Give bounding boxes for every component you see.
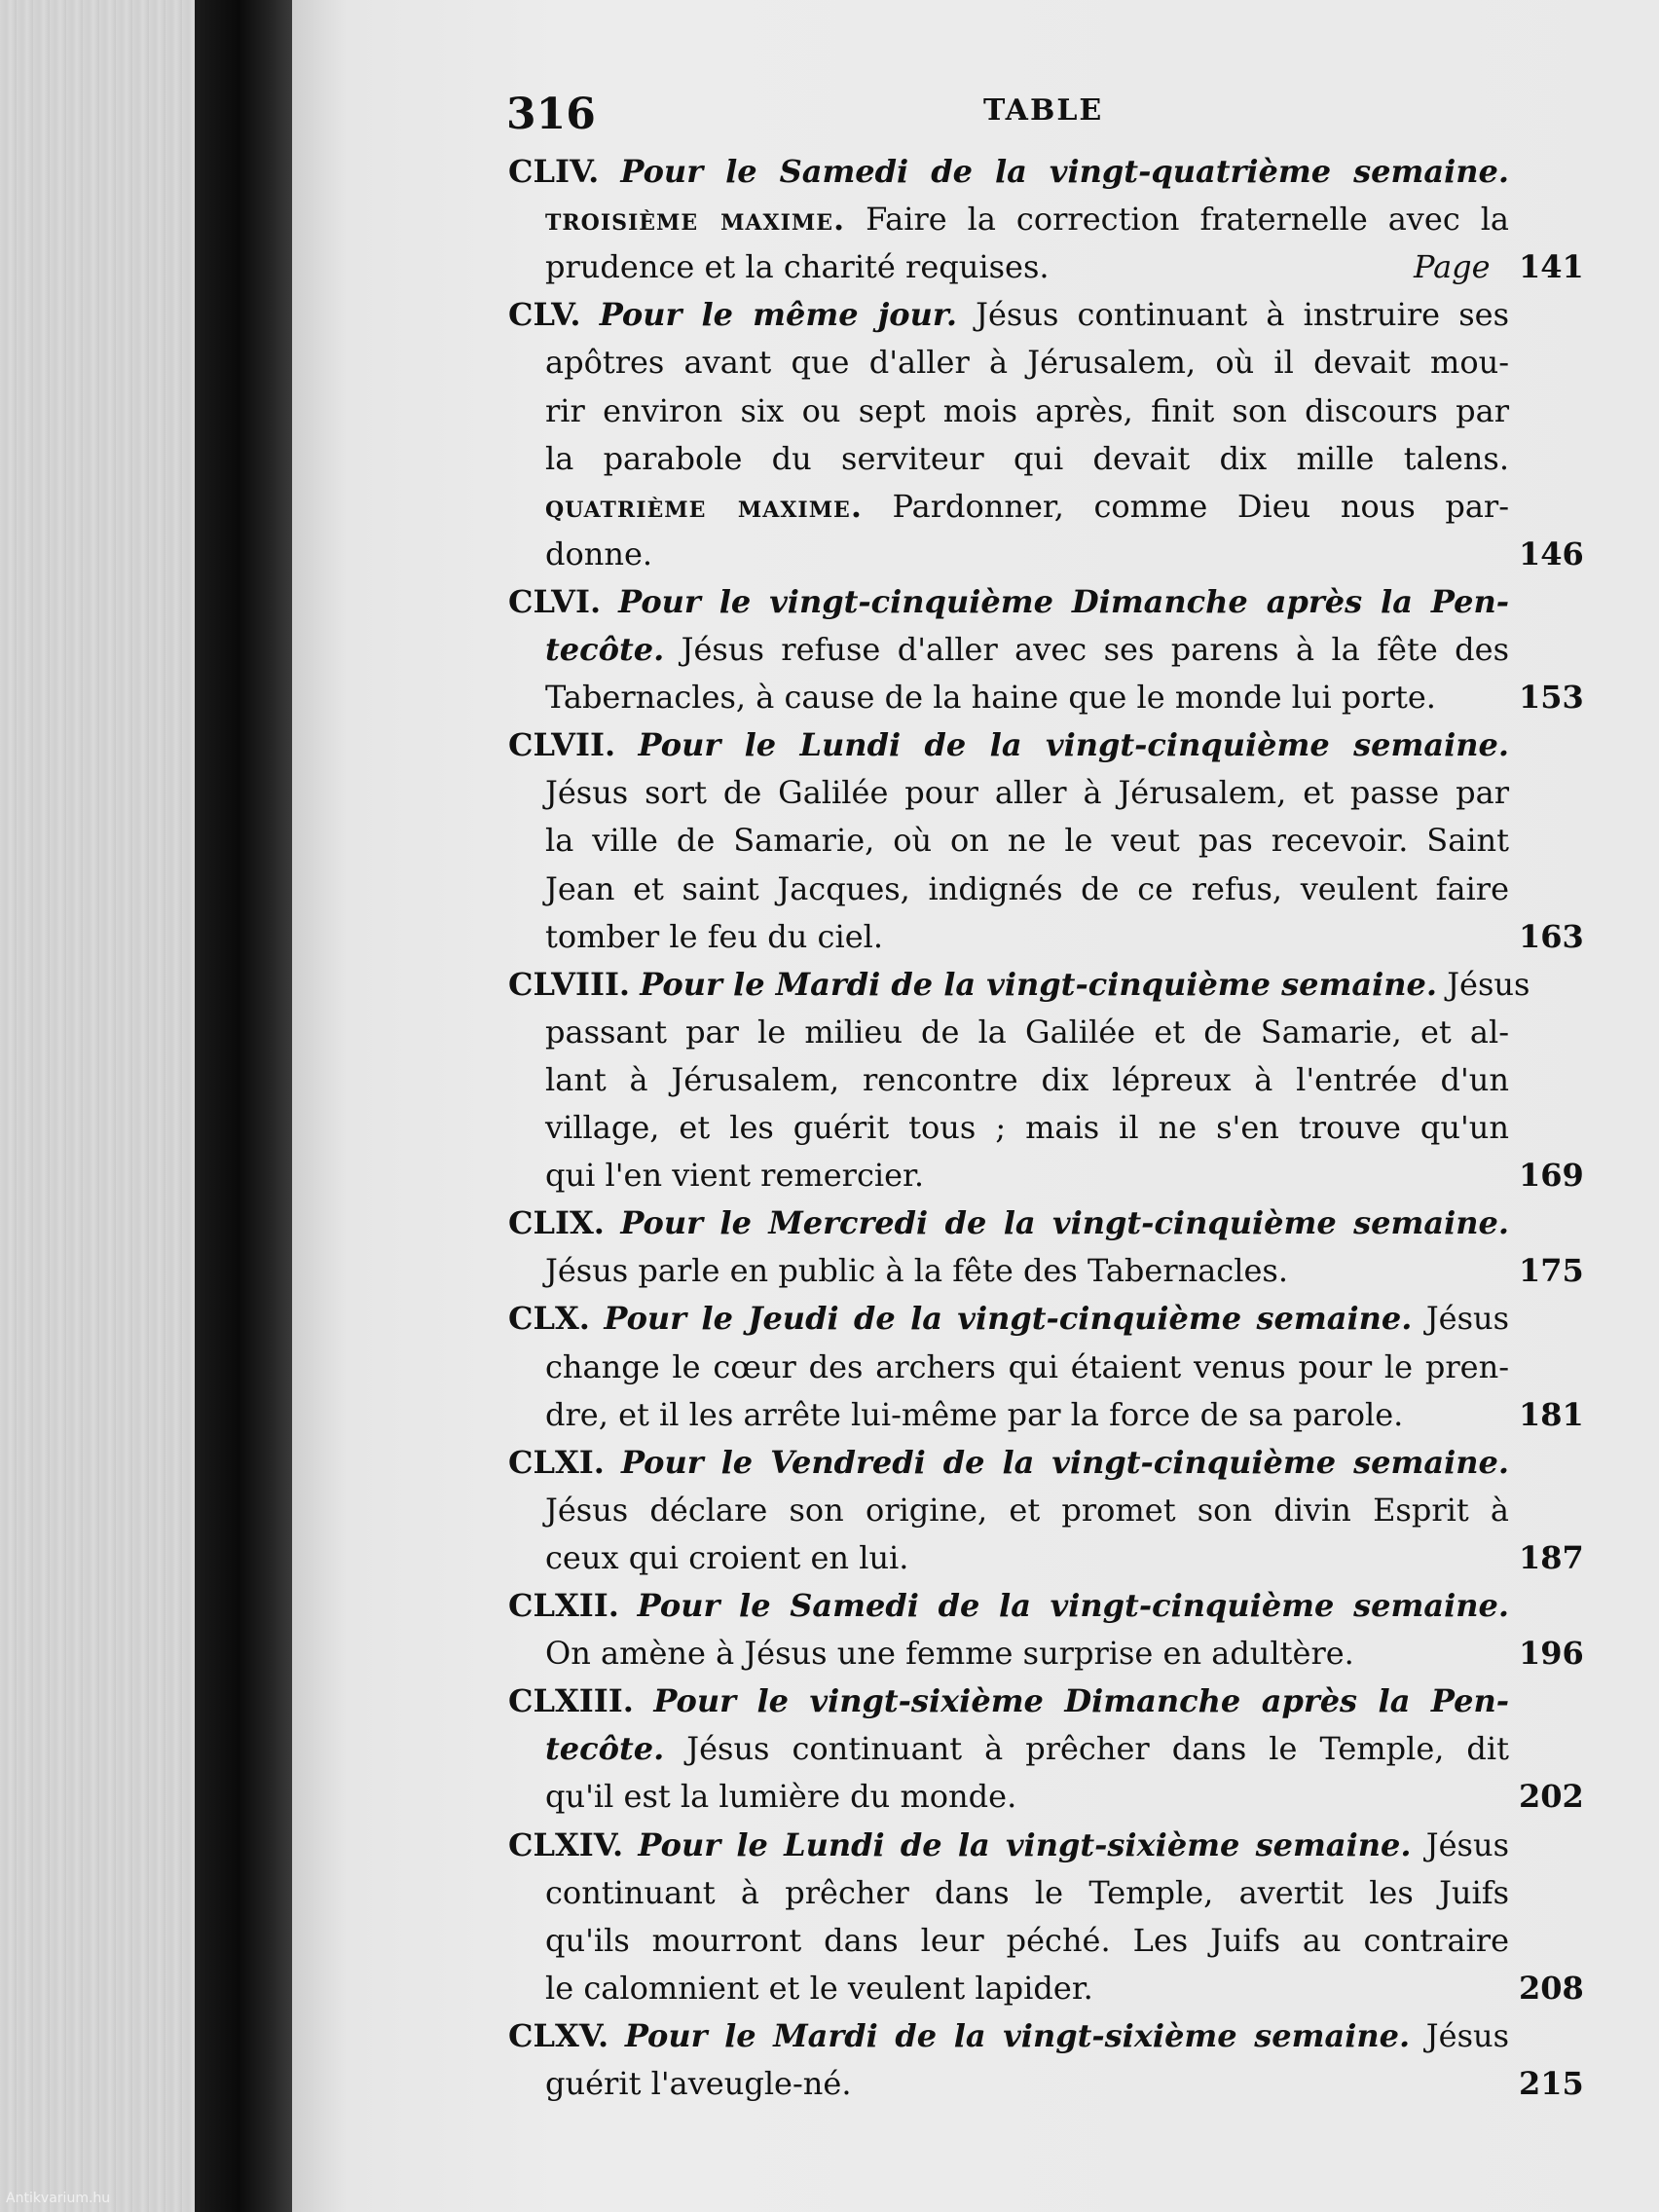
- entry-text: la parabole du serviteur qui devait dix mille talens.: [545, 439, 1509, 477]
- entry-text: qu'ils mourront dans leur péché. Les Juifs au contraire: [545, 1921, 1509, 1959]
- entry-text-line: [545, 387, 1509, 434]
- entry-text-line: [545, 1056, 1509, 1103]
- entry-text-line: [545, 1630, 1421, 1677]
- entry-title-continuation: tecôte.: [545, 1730, 665, 1768]
- entry-text: tomber le feu du ciel.: [545, 917, 884, 955]
- entry-heading-line: [508, 1822, 1509, 1868]
- entry-heading-line: [508, 1295, 1509, 1342]
- entry-title: Pour le Lundi de la vingt-cinquième semaine.: [638, 726, 1510, 764]
- entry-numeral: CLVI.: [508, 582, 602, 620]
- entry-page-number: 169: [1519, 1157, 1584, 1195]
- entry-text: Jésus continuant à prêcher dans le Temple, dit: [686, 1730, 1509, 1768]
- entry-title: Pour le Lundi de la vingt-sixième semaine.: [638, 1825, 1412, 1863]
- entry-numeral: CLVII.: [508, 726, 616, 764]
- entry-text-line: [545, 1917, 1509, 1964]
- facing-page-edge: [0, 0, 195, 2212]
- entry-page-number: 181: [1519, 1395, 1584, 1433]
- entry-numeral: CLX.: [508, 1300, 590, 1338]
- entry-text: guérit l'aveugle-né.: [545, 2065, 852, 2102]
- entry-text: apôtres avant que d'aller à Jérusalem, où il devait mou-: [545, 344, 1509, 382]
- maxime-label: quatrième maxime.: [545, 487, 863, 525]
- entry-text: qu'il est la lumière du monde.: [545, 1778, 1017, 1816]
- entry-text-line: [545, 1965, 1421, 2011]
- entry-numeral: CLXII.: [508, 1587, 619, 1624]
- entry-text-line: [545, 1009, 1509, 1055]
- entry-title: Pour le Samedi de la vingt-cinquième semaine.: [637, 1587, 1510, 1624]
- entry-text-line: [545, 1534, 1421, 1581]
- entry-text-line: [545, 1869, 1509, 1916]
- entry-title: Pour le vingt-sixième Dimanche après la Pen-: [653, 1682, 1509, 1720]
- entry-heading-line: [508, 148, 1509, 195]
- entry-text-line: [545, 196, 1509, 242]
- entry-text-line: [545, 1725, 1509, 1772]
- entry-page-number: 141: [1519, 248, 1584, 286]
- entry-text: le calomnient et le veulent lapider.: [545, 1969, 1093, 2007]
- book-binding: [195, 0, 292, 2212]
- entry-text-line: [545, 339, 1509, 386]
- entry-text-line: [545, 1773, 1421, 1820]
- entry-text: Pardonner, comme Dieu nous par-: [892, 487, 1510, 525]
- entry-text-line: [545, 1391, 1421, 1438]
- entry-title: Pour le Mardi de la vingt-cinquième semaine.: [640, 965, 1438, 1003]
- entry-text: Jésus parle en public à la fête des Tabernacles.: [545, 1252, 1288, 1290]
- entry-text: rir environ six ou sept mois après, finit son discours par: [545, 391, 1509, 429]
- entry-text-line: [545, 626, 1509, 673]
- entry-heading-line: [508, 1439, 1509, 1486]
- entry-text-line: [545, 243, 1421, 290]
- page-word-label: Page: [1414, 248, 1491, 286]
- maxime-label: troisième maxime.: [545, 201, 846, 239]
- entry-text: Jésus: [1425, 1825, 1509, 1863]
- entry-text-line: [545, 1247, 1421, 1294]
- entry-text-line: [545, 1104, 1509, 1151]
- entry-numeral: CLXV.: [508, 2016, 609, 2054]
- entry-text: Jean et saint Jacques, indignés de ce refus, veulent faire: [545, 869, 1509, 907]
- entry-text-line: [545, 435, 1509, 482]
- entry-text-line: [545, 1487, 1509, 1533]
- entry-numeral: CLIX.: [508, 1204, 605, 1242]
- entry-page-number: 187: [1519, 1538, 1584, 1576]
- entry-page-number: 215: [1519, 2065, 1584, 2102]
- entry-page-number: 153: [1519, 679, 1584, 717]
- entry-text: Jésus déclare son origine, et promet son divin Esprit à: [545, 1491, 1509, 1529]
- entry-text: passant par le milieu de la Galilée et de Samarie, et al-: [545, 1013, 1509, 1051]
- entry-text: ceux qui croient en lui.: [545, 1538, 909, 1576]
- entry-text-line: [545, 817, 1509, 864]
- entry-text: change le cœur des archers qui étaient venus pour le pren-: [545, 1347, 1509, 1385]
- entry-text-line: [545, 674, 1436, 720]
- entry-page-number: 208: [1519, 1969, 1584, 2007]
- entry-text-line: [545, 866, 1509, 912]
- entry-page-number: 175: [1519, 1252, 1584, 1290]
- entry-page-number: 202: [1519, 1778, 1584, 1816]
- entry-heading-line: [508, 2012, 1509, 2059]
- entry-text: Jésus refuse d'aller avec ses parens à la fête des: [681, 631, 1510, 668]
- entry-text-line: [545, 1344, 1509, 1390]
- entry-text: Jésus: [1425, 2016, 1510, 2054]
- entry-heading-line: [508, 1677, 1509, 1724]
- entry-numeral: CLXIII.: [508, 1682, 634, 1720]
- entry-text: On amène à Jésus une femme surprise en adultère.: [545, 1635, 1354, 1673]
- entry-text: lant à Jérusalem, rencontre dix lépreux à l'entrée d'un: [545, 1060, 1509, 1098]
- entry-page-number: 163: [1519, 917, 1584, 955]
- entry-numeral: CLIV.: [508, 153, 600, 190]
- entry-text: Jésus: [1447, 965, 1530, 1003]
- page-heading: TABLE: [983, 93, 1104, 128]
- entry-text: Jésus continuant à instruire ses: [976, 296, 1510, 334]
- entry-title: Pour le même jour.: [599, 296, 957, 334]
- entry-heading-line: [508, 721, 1509, 768]
- entry-text: qui l'en vient remercier.: [545, 1157, 924, 1195]
- entry-text-line: [545, 531, 1421, 577]
- entry-heading-line: [508, 578, 1509, 625]
- entry-page-number: 196: [1519, 1635, 1584, 1673]
- entry-text-line: [545, 769, 1509, 816]
- entry-text: Faire la correction fraternelle avec la: [866, 201, 1510, 239]
- entry-text-line: [545, 1152, 1421, 1198]
- entry-numeral: CLVIII.: [508, 965, 631, 1003]
- entry-title: Pour le Mercredi de la vingt-cinquième semaine.: [620, 1204, 1510, 1242]
- entry-text: Tabernacles, à cause de la haine que le monde lui porte.: [545, 679, 1436, 717]
- entry-title-continuation: tecôte.: [545, 631, 665, 668]
- entry-text: prudence et la charité requises.: [545, 248, 1050, 286]
- entry-numeral: CLXIV.: [508, 1825, 624, 1863]
- entry-heading-line: [508, 961, 1530, 1008]
- entry-numeral: CLXI.: [508, 1443, 605, 1481]
- entry-text: continuant à prêcher dans le Temple, avertit les Juifs: [545, 1873, 1509, 1911]
- entry-heading-line: [508, 1582, 1509, 1629]
- entry-text: dre, et il les arrête lui-même par la force de sa parole.: [545, 1395, 1404, 1433]
- entry-title: Pour le vingt-cinquième Dimanche après la Pen-: [618, 582, 1510, 620]
- entry-text: Jésus: [1425, 1300, 1510, 1338]
- entry-title: Pour le Mardi de la vingt-sixième semaine.: [624, 2016, 1411, 2054]
- entry-text: la ville de Samarie, où on ne le veut pas recevoir. Saint: [545, 822, 1509, 860]
- entry-text-line: [545, 483, 1509, 530]
- page-number: 316: [506, 90, 596, 139]
- watermark: Antikvarium.hu: [6, 2191, 111, 2206]
- entry-text-line: [545, 2060, 1421, 2107]
- entry-title: Pour le Vendredi de la vingt-cinquième semaine.: [620, 1443, 1510, 1481]
- entry-text: village, et les guérit tous ; mais il ne s'en trouve qu'un: [545, 1109, 1509, 1146]
- entry-page-number: 146: [1519, 535, 1584, 572]
- entry-numeral: CLV.: [508, 296, 581, 334]
- entry-heading-line: [508, 291, 1509, 338]
- entry-text: Jésus sort de Galilée pour aller à Jérusalem, et passe par: [545, 774, 1509, 812]
- entry-title: Pour le Samedi de la vingt-quatrième semaine.: [620, 153, 1510, 190]
- entry-text: donne.: [545, 535, 653, 572]
- entry-heading-line: [508, 1199, 1509, 1246]
- entry-text-line: [545, 913, 1421, 960]
- entry-title: Pour le Jeudi de la vingt-cinquième semaine.: [604, 1300, 1413, 1338]
